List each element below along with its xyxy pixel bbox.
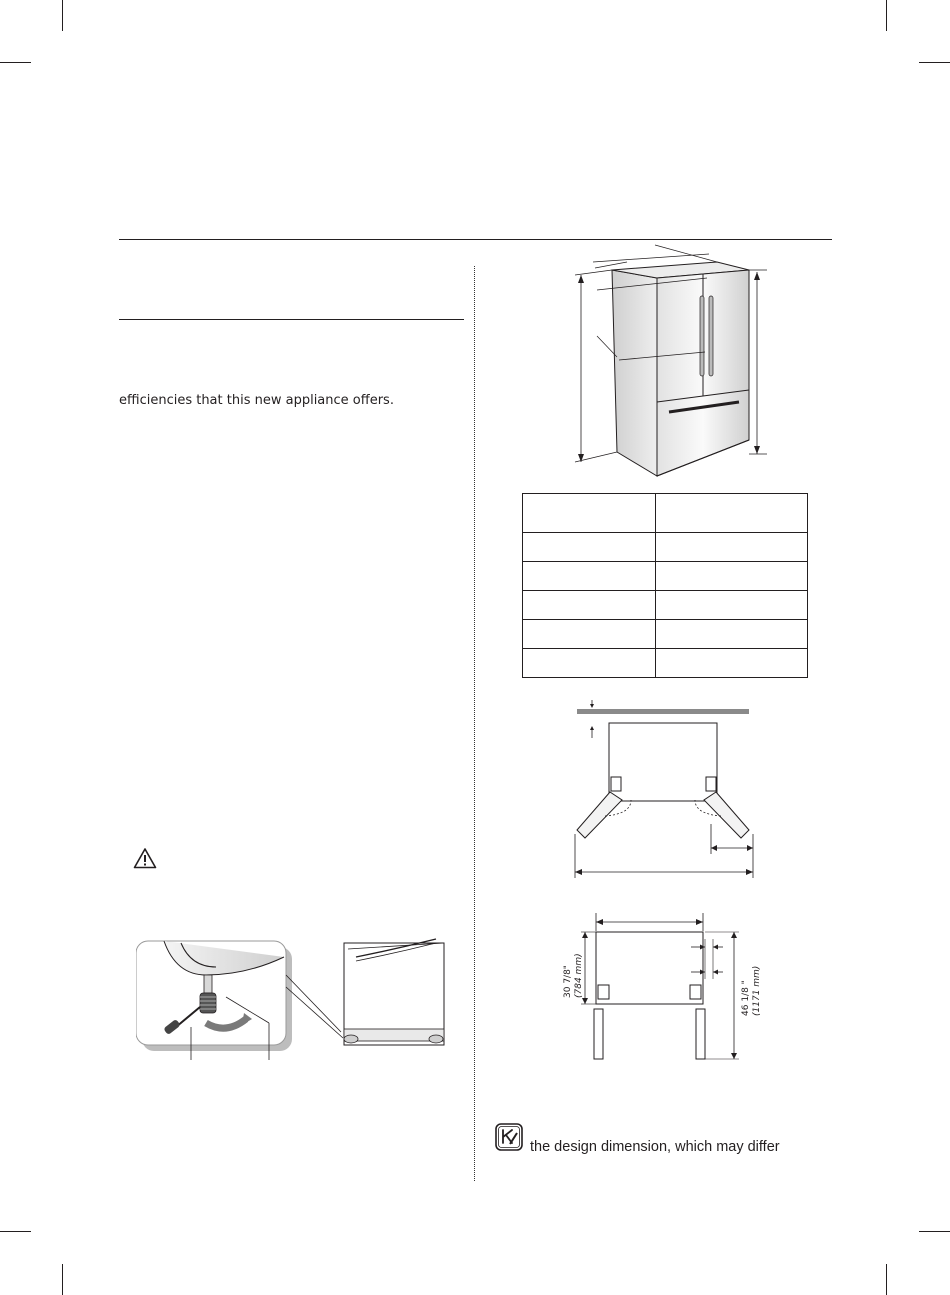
total-depth-label: [741, 966, 763, 1016]
note-icon: [495, 1123, 523, 1151]
crop-mark: [919, 62, 950, 63]
section-rule: [119, 319, 464, 320]
table-row: [523, 591, 808, 620]
table-row: [523, 533, 808, 562]
table-row: [523, 649, 808, 678]
side-depth-inches: 30 7/8": [563, 965, 573, 998]
total-depth-mm: (1171 mm): [752, 965, 762, 1016]
crop-mark: [886, 0, 887, 31]
total-depth-inches: 46 1/8 ": [741, 980, 751, 1016]
refrigerator-dimension-illustration: [557, 240, 777, 480]
table-row: [523, 620, 808, 649]
crop-mark: [0, 62, 31, 63]
column-divider: [474, 266, 475, 1181]
crop-mark: [0, 1231, 31, 1232]
note-text: the design dimension, which may differ: [530, 1139, 780, 1155]
side-depth-mm: (784 mm): [574, 953, 584, 998]
crop-mark: [62, 0, 63, 31]
door-clearance-illustration: [565, 700, 765, 882]
dimensions-table: [522, 493, 808, 678]
table-header-row: [523, 494, 808, 533]
plan-view-illustration: [555, 905, 770, 1067]
crop-mark: [886, 1264, 887, 1295]
intro-text: efficiencies that this new appliance offers.: [119, 393, 394, 408]
warning-icon: [133, 847, 157, 869]
side-depth-label: [563, 953, 585, 998]
crop-mark: [919, 1231, 950, 1232]
table-row: [523, 562, 808, 591]
leveling-illustration: [136, 935, 451, 1060]
crop-mark: [62, 1264, 63, 1295]
